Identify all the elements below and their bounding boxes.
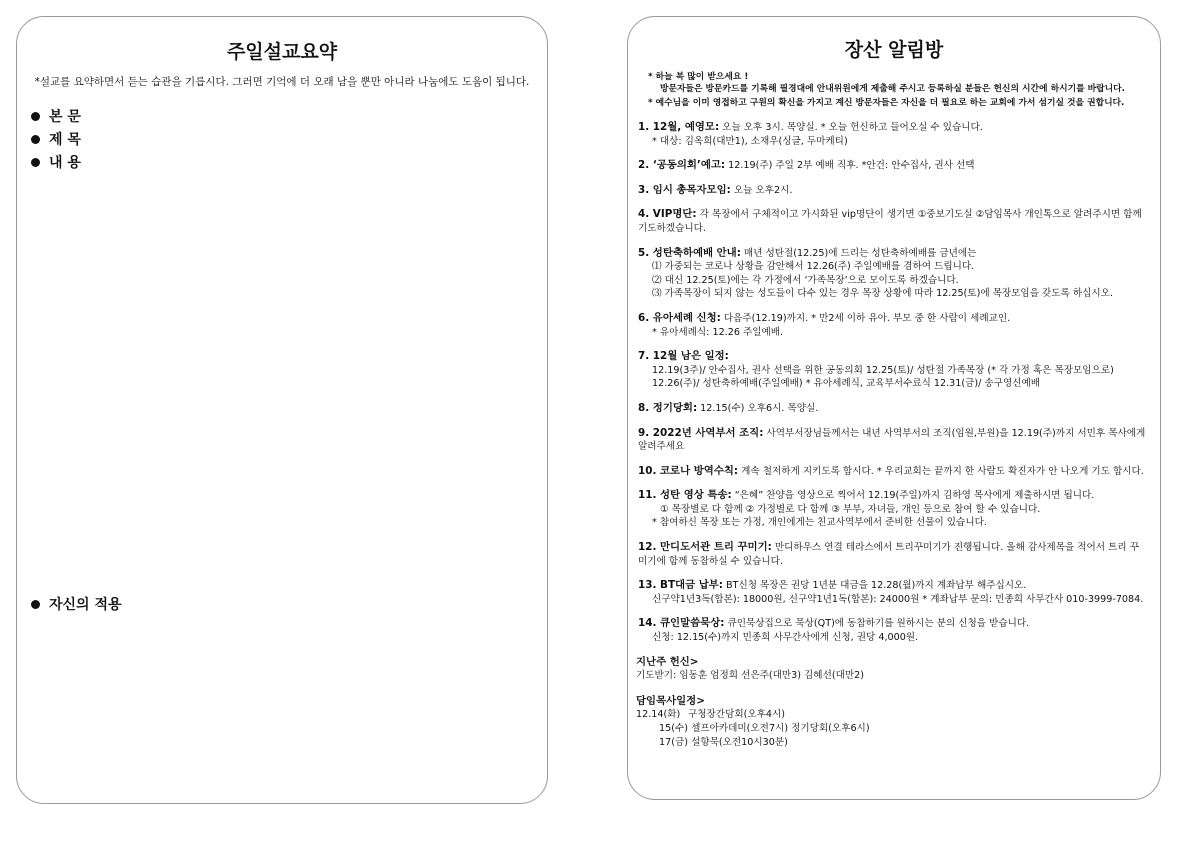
announcement-detail: 신구약1년3독(합본): 18000원, 신구약1년1독(합본): 24000원 * 계좌납부 문의: 민종희 사무간사 010-3999-7084.	[652, 593, 1144, 605]
announcement-title: 4. VIP명단:	[638, 208, 697, 221]
announcement-title: 8. 정기당회:	[638, 401, 698, 414]
bullet-dot-icon	[31, 158, 40, 167]
sermon-summary-note: *설교를 요약하면서 듣는 습관을 기릅시다. 그러면 기억에 더 오래 남을 뿐만 아니라 나눔에도 도움이 됩니다.	[34, 76, 530, 88]
announcement-title: 5. 성탄축하예배 안내:	[638, 246, 741, 259]
bullet-dot-icon	[31, 135, 40, 144]
announcement-text: 12.15(수) 오후6시. 목양실.	[697, 402, 819, 414]
header-note: * 하늘 복 많이 받으세요 ! 방문자들은 방문카드를 기록해 필경대에 안내위원에게 제출해 주시고 등록하실 분들은 헌신의 시간에 하시기를 바랍니다.	[648, 72, 1125, 94]
announcement-title: 13. BT대금 납부:	[638, 579, 723, 592]
announcement-item	[638, 427, 1148, 454]
schedule-row: 12.14(화) 구청장간담회(오후4시)	[636, 709, 785, 721]
announcement-title: 3. 임시 총목자모임:	[638, 183, 731, 196]
announcements-panel	[627, 16, 1161, 800]
announcement-item	[638, 159, 1148, 173]
announcement-text: 사역부서장님들께서는 내년 사역부서의 조직(임원,부원)을 12.19(주)까지 서민후 목사에게 알려주세요	[638, 427, 1146, 453]
announcement-detail: ① 목장별로 다 함께 ② 가정별로 다 함께 ③ 부부, 자녀들, 개인 등으로 참여 할 수 있습니다.	[660, 503, 1041, 515]
field-scripture: 본 문	[31, 106, 547, 129]
announcement-title: 2. ‘공동의회’예고:	[638, 159, 726, 172]
announcement-item	[638, 208, 1148, 235]
announcement-item	[638, 247, 1148, 301]
sermon-fields	[31, 106, 547, 175]
announcement-title: 10. 코로나 방역수칙:	[638, 464, 739, 477]
announcement-text: 만디하우스 연결 테라스에서 트리꾸미기가 진행됩니다. 올해 감사제목을 적어서 트리 꾸미기에 함께 동참하실 수 있습니다.	[638, 542, 1139, 567]
announcement-item	[638, 121, 1148, 148]
bullet-dot-icon	[31, 112, 40, 121]
announcement-detail: * 유아세례식: 12.26 주일예배.	[652, 326, 784, 338]
bullet-dot-icon	[31, 600, 40, 609]
announcement-text: 매년 성탄절(12.25)에 드리는 성탄축하예배를 금년에는	[740, 247, 977, 259]
announcement-item	[638, 402, 1148, 416]
field-title: 제 목	[31, 129, 547, 152]
announcement-title: 12. 만디도서관 트리 꾸미기:	[638, 541, 772, 554]
announcement-text: “은혜” 찬양을 영상으로 찍어서 12.19(주일)까지 김하영 목사에게 제출하시면 됩니다.	[731, 490, 1095, 502]
announcement-title: 7. 12월 남은 일정:	[638, 350, 729, 363]
announcement-title: 1. 12월, 예영모:	[638, 121, 720, 133]
schedule-row: 17(금) 설향묵(오전10시30분)	[659, 736, 788, 748]
field-content: 내 용	[31, 152, 547, 175]
announcement-item	[638, 489, 1148, 530]
header-note: * 예수님을 이미 영접하고 구원의 확신을 가지고 계신 방문자들은 자신을 더 필요로 하는 교회에 가서 섬기실 것을 권합니다.	[648, 98, 1125, 108]
announcement-item	[638, 350, 1148, 391]
announcement-title: 14. 큐인말씀묵상:	[638, 617, 725, 630]
field-application: 자신의 적용	[31, 594, 122, 614]
announcement-list	[638, 121, 1148, 645]
sermon-summary-title: 주일설교요약	[226, 41, 338, 63]
pastor-schedule	[636, 695, 1160, 749]
announcement-text: 각 목장에서 구체적이고 가시화된 vip명단이 생기면 ①중보기도실 ②담임목사 개인톡으로 알려주시면 함께 기도하겠습니다.	[638, 209, 1142, 234]
announcements-title: 장산 알림방	[844, 39, 944, 61]
announcement-detail: * 참여하신 목장 또는 가정, 개인에게는 친교사역부에서 준비한 선물이 있습니다.	[652, 517, 987, 529]
announcement-detail: ⑵ 대신 12.25(토)에는 각 가정에서 ‘가족목장’으로 모이도록 하겠습니다.	[652, 274, 959, 286]
announcement-item	[638, 617, 1148, 644]
announcement-title: 9. 2022년 사역부서 조직:	[638, 426, 764, 439]
sermon-summary-panel	[16, 16, 548, 804]
announcement-detail: 12.26(주)/ 성탄축하예배(주일예배) * 유아세례식, 교육부서수료식 12.31(금)/ 송구영신예배	[652, 378, 1041, 390]
offering-heading: 지난주 헌신>	[636, 655, 699, 668]
announcement-item	[638, 312, 1148, 339]
last-week-offering	[636, 656, 1160, 683]
announcement-text: 다음주(12.19)까지. * 만2세 이하 유아. 부모 중 한 사람이 세례교인.	[720, 312, 1011, 324]
announcement-item	[638, 184, 1148, 198]
announcement-text: 큐인묵상집으로 묵상(QT)에 동참하기를 원하시는 분의 신청을 받습니다.	[724, 618, 1030, 630]
announcement-text: 오늘 오후 3시. 목양실. * 오늘 헌신하고 들어오실 수 있습니다.	[719, 122, 983, 133]
announcement-title: 11. 성탄 영상 특송:	[638, 489, 732, 502]
announcement-detail: ⑶ 가족목장이 되지 않는 성도들이 다수 있는 경우 목장 상황에 따라 12.25(토)에 목장모임을 갖도록 하십시오.	[652, 288, 1113, 300]
schedule-row: 15(수) 셀프아카데미(오전7시) 정기당회(오후6시)	[659, 723, 870, 734]
announcement-text: 계속 철저하게 지키도록 합시다. * 우리교회는 끝까지 한 사람도 확진자가 안 나오게 기도 합시다.	[738, 465, 1144, 477]
announcement-item	[638, 541, 1148, 568]
announcement-detail: ⑴ 가중되는 코로나 상황을 감안해서 12.26(주) 주일예배를 겸하여 드립니다.	[652, 261, 975, 273]
schedule-heading: 담임목사일정>	[636, 694, 705, 707]
offering-text: 기도받기: 임동훈 엄정희 선은주(대만3) 김혜선(대만2)	[636, 670, 864, 682]
announcement-detail: 신청: 12.15(수)까지 민종희 사무간사에게 신청, 권당 4,000원.	[652, 632, 919, 644]
announcement-text: 오늘 오후2시.	[730, 184, 793, 196]
announcement-item	[638, 465, 1148, 479]
announcement-detail: * 대상: 김옥희(대만1), 소재우(싱글, 두마케티)	[652, 135, 848, 147]
announcement-text: 12.19(주) 주일 2부 예배 직후. *안건: 안수집사, 권사 선택	[725, 160, 975, 172]
announcement-text: BT신청 목장은 권당 1년분 대금을 12.28(월)까지 계좌납부 해주십시오.	[722, 580, 1027, 592]
announcement-item	[638, 579, 1148, 606]
announcement-title: 6. 유아세례 신청:	[638, 311, 721, 324]
header-notes	[648, 71, 1160, 109]
announcement-detail: 12.19(3주)/ 안수집사, 권사 선택을 위한 공동의회 12.25(토)/ 성탄절 가족목장 (* 각 가정 혹은 목장모임으로)	[652, 364, 1114, 376]
